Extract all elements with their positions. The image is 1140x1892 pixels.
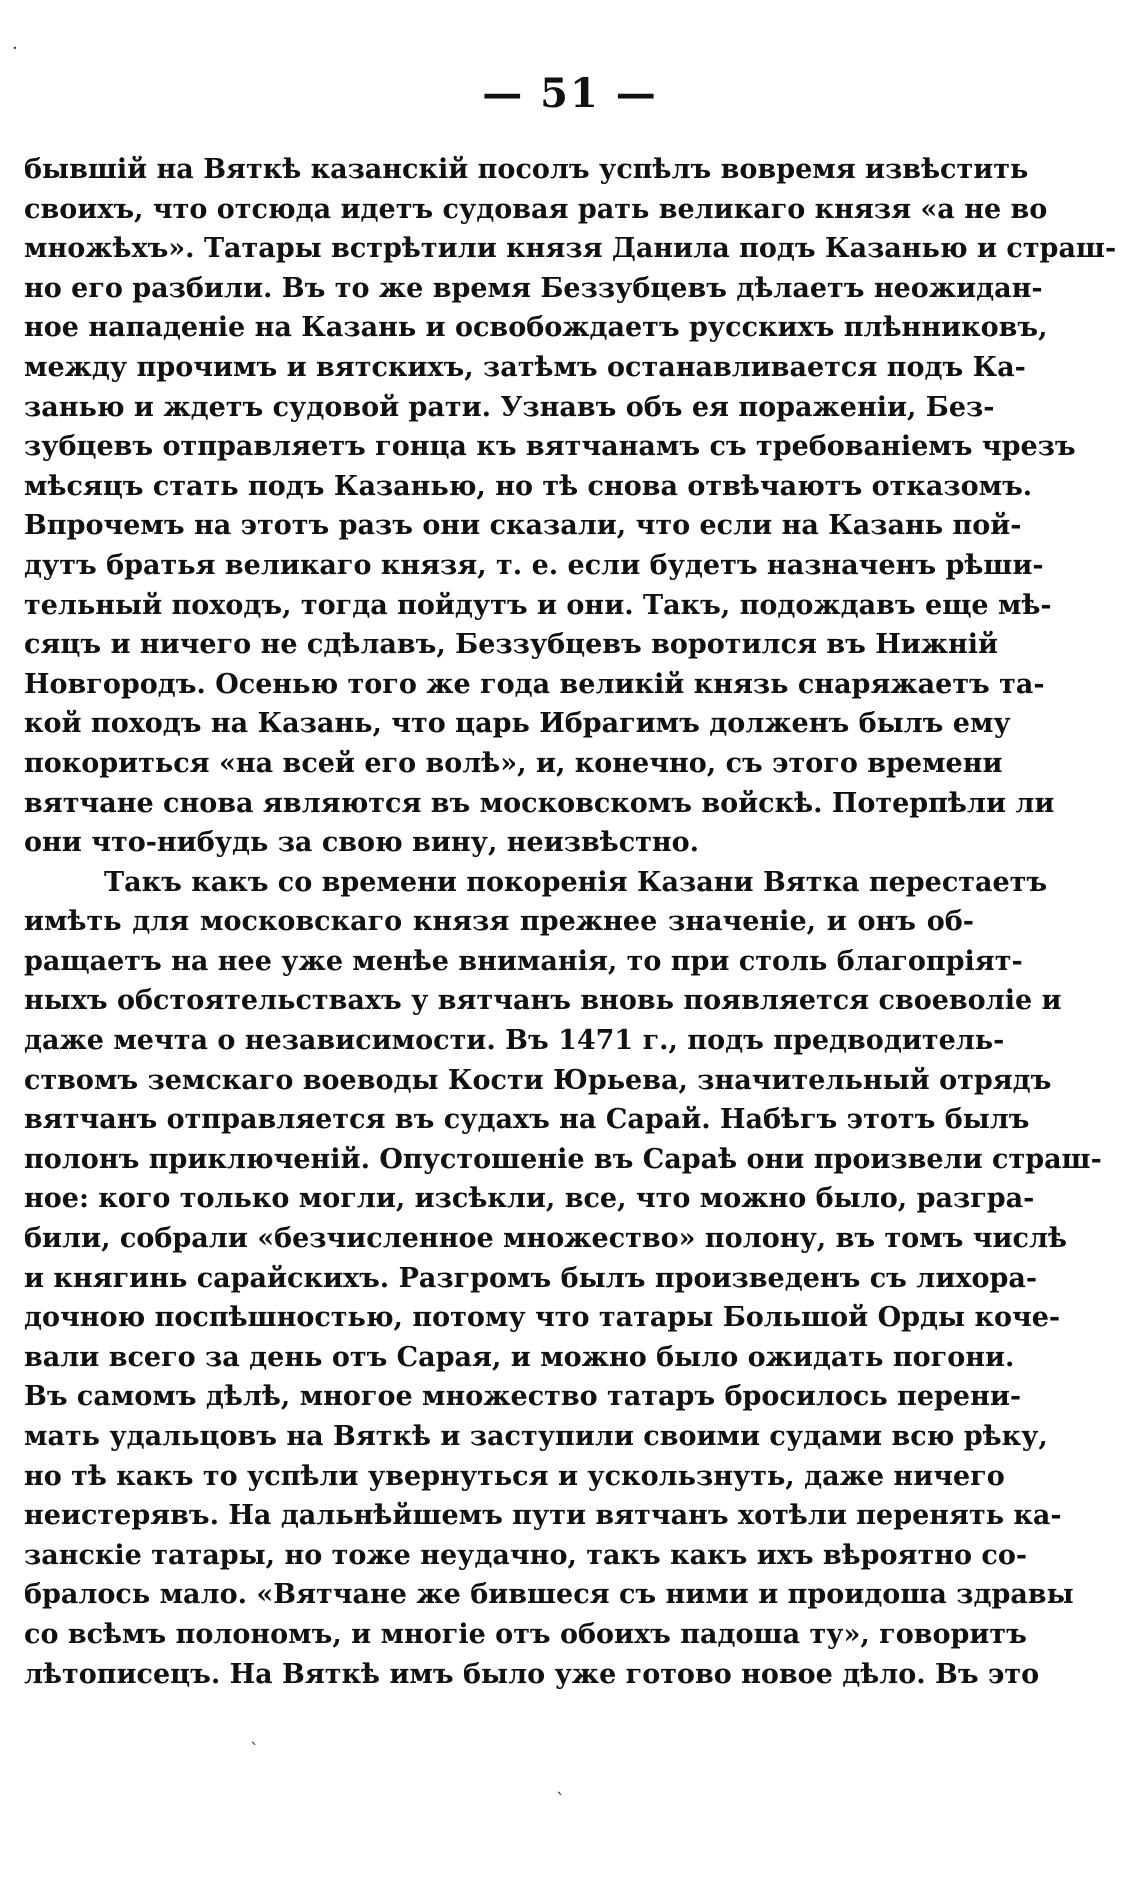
text-line: имѣть для московскаго князя прежнее значеніе, и онъ об- bbox=[24, 906, 974, 938]
text-line: мать удальцовъ на Вяткѣ и заступили своими судами всю рѣку, bbox=[24, 1421, 1048, 1452]
text-line: Новгородъ. Осенью того же года великій князь снаряжаетъ та- bbox=[24, 668, 1045, 700]
text-line: занью и ждетъ судовой рати. Узнавъ объ ея пораженіи, Без- bbox=[24, 391, 995, 423]
text-line: бывшій на Вяткѣ казанскій посолъ успѣлъ вовремя извѣстить bbox=[24, 154, 1029, 185]
text-line: ращаетъ на нее уже менѣе вниманія, то при столь благопріят- bbox=[24, 945, 1023, 977]
text-line: лѣтописецъ. На Вяткѣ имъ было уже готово новое дѣло. Въ это bbox=[24, 1658, 1040, 1690]
paragraph-1 bbox=[24, 150, 1117, 863]
text-line: со всѣмъ полономъ, и многіе отъ обоихъ падоша ту», говоритъ bbox=[24, 1618, 1027, 1650]
text-line: бралось мало. «Вятчане же бившеся съ ними и проидоша здравы bbox=[24, 1579, 1074, 1611]
text-line: множѣхъ». Татары встрѣтили князя Данила подъ Казанью и страш- bbox=[24, 233, 1117, 265]
text-line: ное: кого только могли, изсѣкли, все, что можно было, разгра- bbox=[24, 1183, 1035, 1215]
text-line: и княгинь сарайскихъ. Разгромъ былъ произведенъ съ лихора- bbox=[24, 1262, 1038, 1294]
text-line: Впрочемъ на этотъ разъ они сказали, что если на Казань пой- bbox=[24, 510, 1022, 542]
text-line: покориться «на всей его волѣ», и, конечно, съ этого времени bbox=[24, 747, 1003, 779]
text-line: кой походъ на Казань, что царь Ибрагимъ долженъ былъ ему bbox=[24, 708, 1011, 740]
text-line: дочною поспѣшностью, потому что татары Большой Орды коче- bbox=[24, 1302, 1061, 1334]
scan-speck: · bbox=[12, 38, 18, 59]
body-text bbox=[24, 150, 1117, 1694]
text-line: дутъ братья великаго князя, т. е. если будетъ назначенъ рѣши- bbox=[24, 549, 1044, 581]
scan-speck: ˋ bbox=[250, 1740, 259, 1761]
text-line: но тѣ какъ то успѣли увернуться и ускользнуть, даже ничего bbox=[24, 1460, 1005, 1492]
text-line: между прочимъ и вятскихъ, затѣмъ останавливается подъ Ка- bbox=[24, 351, 1026, 383]
text-line: ствомъ земскаго воеводы Кости Юрьева, значительный отрядъ bbox=[24, 1064, 1052, 1096]
text-line: зубцевъ отправляетъ гонца къ вятчанамъ съ требованіемъ чрезъ bbox=[24, 431, 1076, 463]
text-line: Въ самомъ дѣлѣ, многое множество татаръ бросилось перени- bbox=[24, 1381, 1022, 1413]
scan-speck: ˋ bbox=[556, 1790, 565, 1811]
text-line: вятчане снова являются въ московскомъ войскѣ. Потерпѣли ли bbox=[24, 787, 1055, 819]
text-line: сяцъ и ничего не сдѣлавъ, Беззубцевъ воротился въ Нижній bbox=[24, 629, 999, 661]
text-line: неистерявъ. На дальнѣйшемъ пути вятчанъ хотѣли перенять ка- bbox=[24, 1500, 1062, 1532]
text-line: ное нападеніе на Казань и освобождаетъ русскихъ плѣнниковъ, bbox=[24, 312, 1048, 344]
text-line: тельный походъ, тогда пойдутъ и они. Такъ, подождавъ еще мѣ- bbox=[24, 589, 1052, 621]
text-line: даже мечта о независимости. Въ 1471 г., подъ предводитель- bbox=[24, 1025, 1005, 1057]
text-line: били, собрали «безчисленное множество» полону, въ томъ числѣ bbox=[24, 1223, 1068, 1255]
page-number: — 51 — bbox=[482, 70, 658, 117]
text-line: своихъ, что отсюда идетъ судовая рать великаго князя «а не во bbox=[24, 193, 1048, 225]
paragraph-2 bbox=[24, 863, 1102, 1694]
text-line: Такъ какъ со времени покоренія Казани Вятка перестаетъ bbox=[104, 866, 1048, 898]
text-line: полонъ приключеній. Опустошеніе въ Сараѣ они произвели страш- bbox=[24, 1143, 1102, 1175]
text-line: ныхъ обстоятельствахъ у вятчанъ вновь появляется своеволіе и bbox=[24, 985, 1062, 1017]
text-line: вятчанъ отправляется въ судахъ на Сарай. Набѣгъ этотъ былъ bbox=[24, 1104, 1030, 1136]
text-line: они что-нибудь за свою вину, неизвѣстно. bbox=[24, 827, 700, 859]
text-line: мѣсяцъ стать подъ Казанью, но тѣ снова отвѣчаютъ отказомъ. bbox=[24, 470, 1033, 502]
text-line: но его разбили. Въ то же время Беззубцевъ дѣлаетъ неожидан- bbox=[24, 272, 1043, 304]
text-line: вали всего за день отъ Сарая, и можно было ожидать погони. bbox=[24, 1341, 1015, 1373]
text-line: занскіе татары, но тоже неудачно, такъ какъ ихъ вѣроятно со- bbox=[24, 1539, 1028, 1571]
